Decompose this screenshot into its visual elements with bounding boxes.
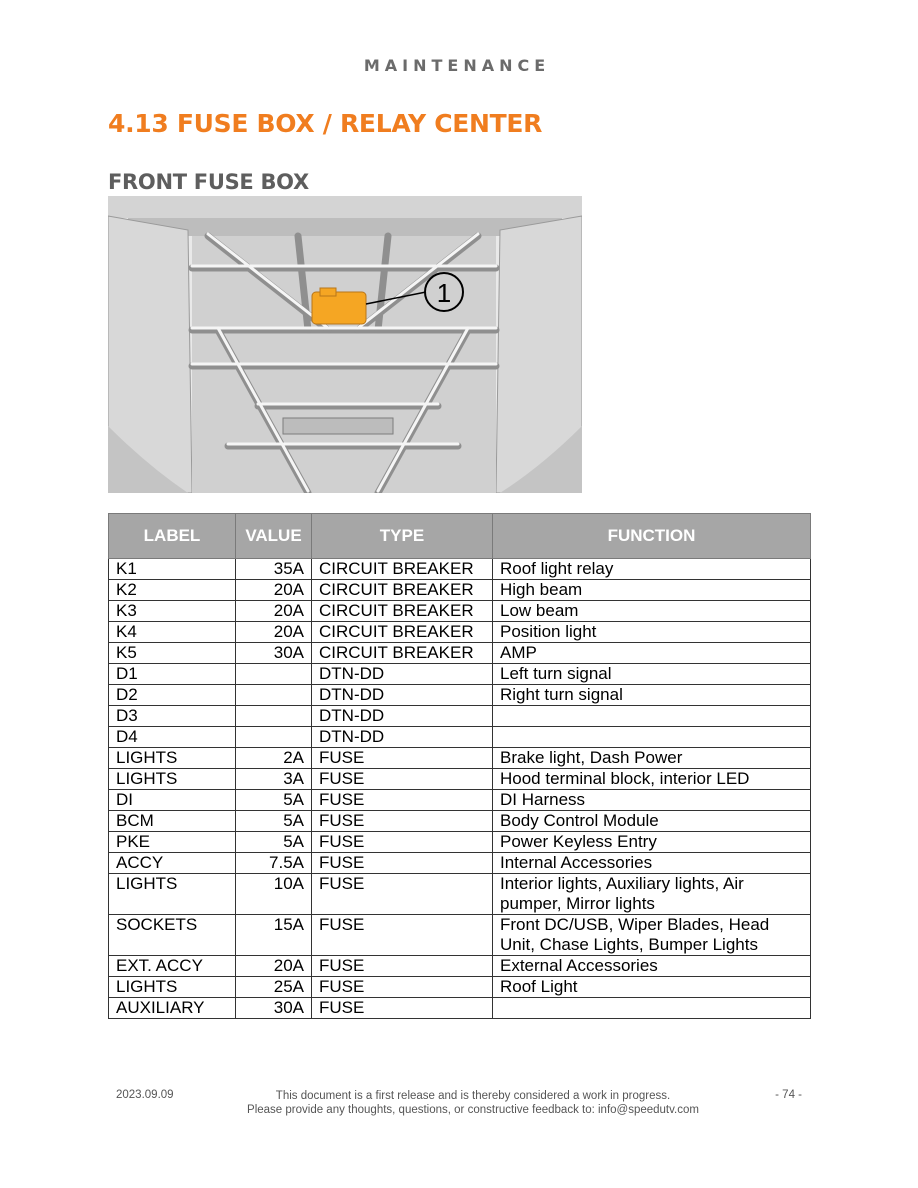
cell-function: High beam bbox=[493, 580, 811, 601]
cell-type: FUSE bbox=[312, 915, 493, 956]
cell-function: Internal Accessories bbox=[493, 853, 811, 874]
table-row bbox=[109, 790, 811, 811]
cell-function: Left turn signal bbox=[493, 664, 811, 685]
cell-type: FUSE bbox=[312, 998, 493, 1019]
cell-type: FUSE bbox=[312, 977, 493, 998]
footer-date: 2023.09.09 bbox=[116, 1089, 174, 1101]
cell-label: D4 bbox=[109, 727, 236, 748]
cell-label: K5 bbox=[109, 643, 236, 664]
cell-value: 20A bbox=[236, 622, 312, 643]
header-function: FUNCTION bbox=[493, 514, 811, 559]
cell-label: D3 bbox=[109, 706, 236, 727]
cell-value: 30A bbox=[236, 643, 312, 664]
cell-function: Roof Light bbox=[493, 977, 811, 998]
table-row bbox=[109, 622, 811, 643]
cell-function bbox=[493, 727, 811, 748]
cell-label: LIGHTS bbox=[109, 874, 236, 915]
cell-value: 5A bbox=[236, 790, 312, 811]
cell-type: DTN-DD bbox=[312, 685, 493, 706]
cell-type: FUSE bbox=[312, 853, 493, 874]
cell-label: K2 bbox=[109, 580, 236, 601]
cell-type: CIRCUIT BREAKER bbox=[312, 643, 493, 664]
cell-label: AUXILIARY bbox=[109, 998, 236, 1019]
cell-value bbox=[236, 706, 312, 727]
cell-value: 3A bbox=[236, 769, 312, 790]
cell-label: D1 bbox=[109, 664, 236, 685]
cell-type: DTN-DD bbox=[312, 664, 493, 685]
table-row bbox=[109, 998, 811, 1019]
cell-value: 20A bbox=[236, 956, 312, 977]
vehicle-frame-illustration bbox=[108, 196, 582, 493]
cell-label: SOCKETS bbox=[109, 915, 236, 956]
cell-function: Interior lights, Auxiliary lights, Air pumper, Mirror lights bbox=[493, 874, 811, 915]
cell-label: EXT. ACCY bbox=[109, 956, 236, 977]
cell-function: Body Control Module bbox=[493, 811, 811, 832]
cell-type: CIRCUIT BREAKER bbox=[312, 559, 493, 580]
header-type: TYPE bbox=[312, 514, 493, 559]
callout-number: 1 bbox=[436, 278, 452, 308]
table-row bbox=[109, 977, 811, 998]
table-row bbox=[109, 601, 811, 622]
table-row bbox=[109, 727, 811, 748]
cell-value: 20A bbox=[236, 580, 312, 601]
table-row bbox=[109, 664, 811, 685]
page-number: - 74 - bbox=[775, 1089, 802, 1101]
footer-note-line2: Please provide any thoughts, questions, or constructive feedback to: info@speedutv.com bbox=[247, 1104, 699, 1116]
table-row bbox=[109, 874, 811, 915]
table-row bbox=[109, 685, 811, 706]
cell-value: 15A bbox=[236, 915, 312, 956]
fuse-table bbox=[108, 513, 811, 1019]
header-label: LABEL bbox=[109, 514, 236, 559]
cell-function: DI Harness bbox=[493, 790, 811, 811]
cell-type: DTN-DD bbox=[312, 727, 493, 748]
table-header-row bbox=[109, 514, 811, 559]
cell-function: Position light bbox=[493, 622, 811, 643]
cell-value: 30A bbox=[236, 998, 312, 1019]
cell-function bbox=[493, 998, 811, 1019]
cell-function: External Accessories bbox=[493, 956, 811, 977]
header-value: VALUE bbox=[236, 514, 312, 559]
cell-label: K3 bbox=[109, 601, 236, 622]
cell-value bbox=[236, 727, 312, 748]
cell-value: 25A bbox=[236, 977, 312, 998]
cell-label: ACCY bbox=[109, 853, 236, 874]
cell-value: 35A bbox=[236, 559, 312, 580]
cell-type: FUSE bbox=[312, 811, 493, 832]
table-row bbox=[109, 915, 811, 956]
cell-value: 5A bbox=[236, 832, 312, 853]
cell-label: K4 bbox=[109, 622, 236, 643]
subtitle: FRONT FUSE BOX bbox=[108, 170, 309, 194]
cell-function: Low beam bbox=[493, 601, 811, 622]
cell-value: 5A bbox=[236, 811, 312, 832]
cell-type: FUSE bbox=[312, 956, 493, 977]
cell-function: Power Keyless Entry bbox=[493, 832, 811, 853]
table-row bbox=[109, 769, 811, 790]
table-row bbox=[109, 853, 811, 874]
cell-type: CIRCUIT BREAKER bbox=[312, 601, 493, 622]
cell-type: CIRCUIT BREAKER bbox=[312, 622, 493, 643]
cell-function: Right turn signal bbox=[493, 685, 811, 706]
cell-label: BCM bbox=[109, 811, 236, 832]
cell-function: Brake light, Dash Power bbox=[493, 748, 811, 769]
cell-label: PKE bbox=[109, 832, 236, 853]
cell-type: CIRCUIT BREAKER bbox=[312, 580, 493, 601]
cell-value: 10A bbox=[236, 874, 312, 915]
cell-function: AMP bbox=[493, 643, 811, 664]
cell-label: D2 bbox=[109, 685, 236, 706]
cell-label: LIGHTS bbox=[109, 769, 236, 790]
cell-value bbox=[236, 664, 312, 685]
table-row bbox=[109, 956, 811, 977]
cell-value: 7.5A bbox=[236, 853, 312, 874]
table-row bbox=[109, 832, 811, 853]
fuse-box-location-figure bbox=[108, 196, 582, 493]
cell-value: 20A bbox=[236, 601, 312, 622]
table-row bbox=[109, 706, 811, 727]
cell-label: K1 bbox=[109, 559, 236, 580]
cell-type: DTN-DD bbox=[312, 706, 493, 727]
cell-function: Hood terminal block, interior LED bbox=[493, 769, 811, 790]
cell-type: FUSE bbox=[312, 790, 493, 811]
cell-label: LIGHTS bbox=[109, 977, 236, 998]
table-row bbox=[109, 559, 811, 580]
cell-type: FUSE bbox=[312, 769, 493, 790]
cell-label: LIGHTS bbox=[109, 748, 236, 769]
table-row bbox=[109, 748, 811, 769]
footer-note-line1: This document is a first release and is thereby considered a work in progress. bbox=[275, 1090, 671, 1102]
table-row bbox=[109, 580, 811, 601]
cell-function bbox=[493, 706, 811, 727]
page-title: 4.13 FUSE BOX / RELAY CENTER bbox=[108, 109, 543, 138]
cell-type: FUSE bbox=[312, 748, 493, 769]
table-row bbox=[109, 643, 811, 664]
fuse-box-highlight bbox=[312, 292, 366, 324]
cell-function: Front DC/USB, Wiper Blades, Head Unit, Chase Lights, Bumper Lights bbox=[493, 915, 811, 956]
table-row bbox=[109, 811, 811, 832]
section-header: MAINTENANCE bbox=[363, 56, 551, 75]
cell-function: Roof light relay bbox=[493, 559, 811, 580]
cell-value: 2A bbox=[236, 748, 312, 769]
cell-type: FUSE bbox=[312, 874, 493, 915]
cell-value bbox=[236, 685, 312, 706]
cell-type: FUSE bbox=[312, 832, 493, 853]
cell-label: DI bbox=[109, 790, 236, 811]
